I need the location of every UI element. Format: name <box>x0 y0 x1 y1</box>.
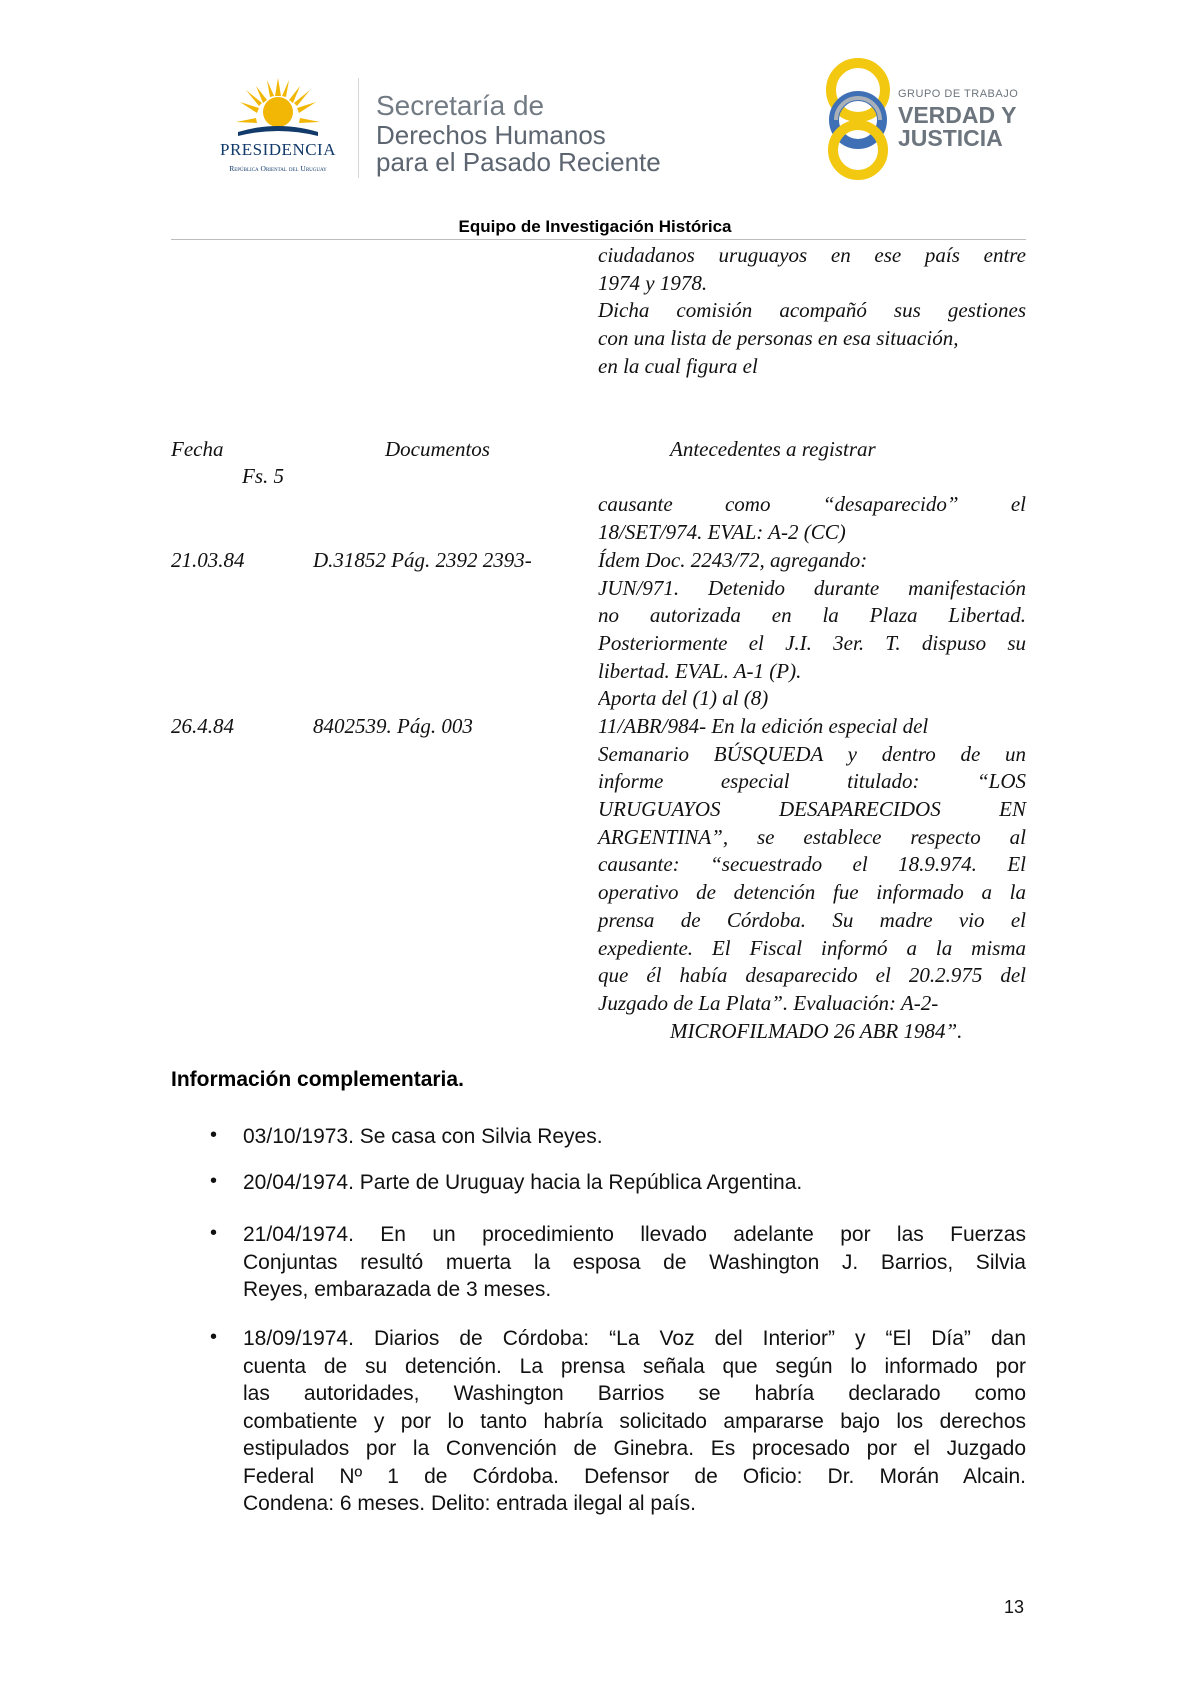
row-fecha: 21.03.84 <box>171 548 245 572</box>
header-rule <box>171 239 1026 240</box>
intro-line: ciudadanos uruguayos en ese país entre <box>598 243 1026 267</box>
item-line: 03/10/1973. Se casa con Silvia Reyes. <box>243 1125 603 1148</box>
item-line: las autoridades, Washington Barrios se habría declarado como <box>243 1382 1026 1405</box>
entry-line: no autorizada en la Plaza Libertad. <box>598 603 1026 628</box>
team-title: Equipo de Investigación Histórica <box>458 217 732 236</box>
intro-paragraph <box>598 242 1026 380</box>
item-line: Reyes, embarazada de 3 meses. <box>243 1278 552 1301</box>
list-item <box>243 1221 1026 1304</box>
entry-line: Juzgado de La Plata”. Evaluación: A-2- <box>598 990 939 1015</box>
item-line: 21/04/1974. En un procedimiento llevado adelante por las Fuerzas <box>243 1223 1026 1246</box>
row-fecha: 26.4.84 <box>171 714 234 738</box>
row-documento: D.31852 Pág. 2392 2393- <box>313 548 532 572</box>
entry-line: URUGUAYOS DESAPARECIDOS EN <box>598 797 1026 822</box>
list-item <box>243 1123 1026 1151</box>
entry-line: que él había desaparecido el 20.2.975 del <box>598 963 1026 988</box>
bullet-icon: • <box>210 1222 218 1244</box>
bullet-icon: • <box>210 1170 218 1192</box>
secretaria-line-3: para el Pasado Reciente <box>376 147 661 177</box>
presidencia-subtitle: República Oriental del Uruguay <box>229 164 327 173</box>
presidencia-logo <box>198 78 358 178</box>
item-line: Federal Nº 1 de Córdoba. Defensor de Oficio: Dr. Morán Alcain. <box>243 1464 1026 1488</box>
list-item <box>243 1169 1026 1197</box>
entry-line: prensa de Córdoba. Su madre vio el <box>598 907 1026 932</box>
entry-line: Ídem Doc. 2243/72, agregando: <box>598 548 868 572</box>
secretaria-line-2: Derechos Humanos <box>376 120 606 150</box>
row-documento: 8402539. Pág. 003 <box>313 714 473 738</box>
grupo-label: GRUPO DE TRABAJO <box>898 88 1019 100</box>
entry-line: libertad. EVAL. A-1 (P). <box>598 658 802 683</box>
entry-line: Semanario BÚSQUEDA y dentro de un <box>598 741 1026 766</box>
item-line: combatiente y por lo tanto habría solicitado ampararse bajo los derechos <box>243 1409 1026 1433</box>
row-antecedentes <box>598 713 1026 1045</box>
entry-line: ARGENTINA”, se establece respecto al <box>598 824 1026 849</box>
verdad-justicia-logo <box>822 56 1052 181</box>
entry-line: 18/SET/974. EVAL: A-2 (CC) <box>598 519 846 544</box>
section-title: Información complementaria. <box>171 1068 464 1091</box>
logo-divider <box>358 78 359 178</box>
item-line: 18/09/1974. Diarios de Córdoba: “La Voz del Interior” y “El Día” dan <box>243 1327 1026 1350</box>
folio-label: Fs. 5 <box>242 464 284 488</box>
col-header-antecedentes: Antecedentes a registrar <box>670 437 876 461</box>
page-number: 13 <box>1004 1597 1025 1617</box>
entry-line: informe especial titulado: “LOS <box>598 769 1026 794</box>
item-line: Condena: 6 meses. Delito: entrada ilegal al país. <box>243 1492 696 1515</box>
entry-line: operativo de detención fue informado a la <box>598 880 1026 905</box>
entry-line: Aporta del (1) al (8) <box>598 686 769 711</box>
item-line: cuenta de su detención. La prensa señala que según lo informado por <box>243 1354 1026 1378</box>
entry-line: expediente. El Fiscal informó a la misma <box>598 935 1026 960</box>
item-line: estipulados por la Convención de Ginebra. Es procesado por el Juzgado <box>243 1437 1026 1460</box>
presidencia-title: PRESIDENCIA <box>219 140 336 159</box>
entry-line: MICROFILMADO 26 ABR 1984”. <box>670 1018 963 1043</box>
bullet-icon: • <box>210 1124 218 1146</box>
entry-line: causante: “secuestrado el 18.9.974. El <box>598 852 1026 877</box>
item-line: 20/04/1974. Parte de Uruguay hacia la República Argentina. <box>243 1171 803 1194</box>
secretaria-line-1: Secretaría de <box>376 90 545 121</box>
row-antecedentes <box>598 547 1026 713</box>
grupo-justicia: JUSTICIA <box>898 125 1003 151</box>
list-item <box>243 1325 1026 1518</box>
grupo-verdad: VERDAD Y <box>898 102 1017 128</box>
item-line: Conjuntas resultó muerta la esposa de Washington J. Barrios, Silvia <box>243 1250 1026 1274</box>
intro-line: 1974 y 1978. <box>598 270 708 295</box>
bullet-icon: • <box>210 1326 218 1348</box>
sun-icon <box>236 78 320 140</box>
col-header-fecha: Fecha <box>171 437 224 461</box>
entry-line: Posteriormente el J.I. 3er. T. dispuso su <box>598 631 1026 656</box>
entry-line: 11/ABR/984- En la edición especial del <box>598 714 929 738</box>
intro-line: en la cual figura el <box>598 353 758 378</box>
intro-line: Dicha comisión acompañó sus gestiones <box>598 298 1026 323</box>
entry-line: JUN/971. Detenido durante manifestación <box>598 575 1026 600</box>
entry-line: causante como “desaparecido” el <box>598 492 1026 516</box>
rings-icon <box>822 56 894 181</box>
continuation-entry <box>598 491 1026 546</box>
col-header-documentos: Documentos <box>385 437 490 461</box>
intro-line: con una lista de personas en esa situación, <box>598 326 959 351</box>
secretaria-logo-text <box>376 90 661 176</box>
